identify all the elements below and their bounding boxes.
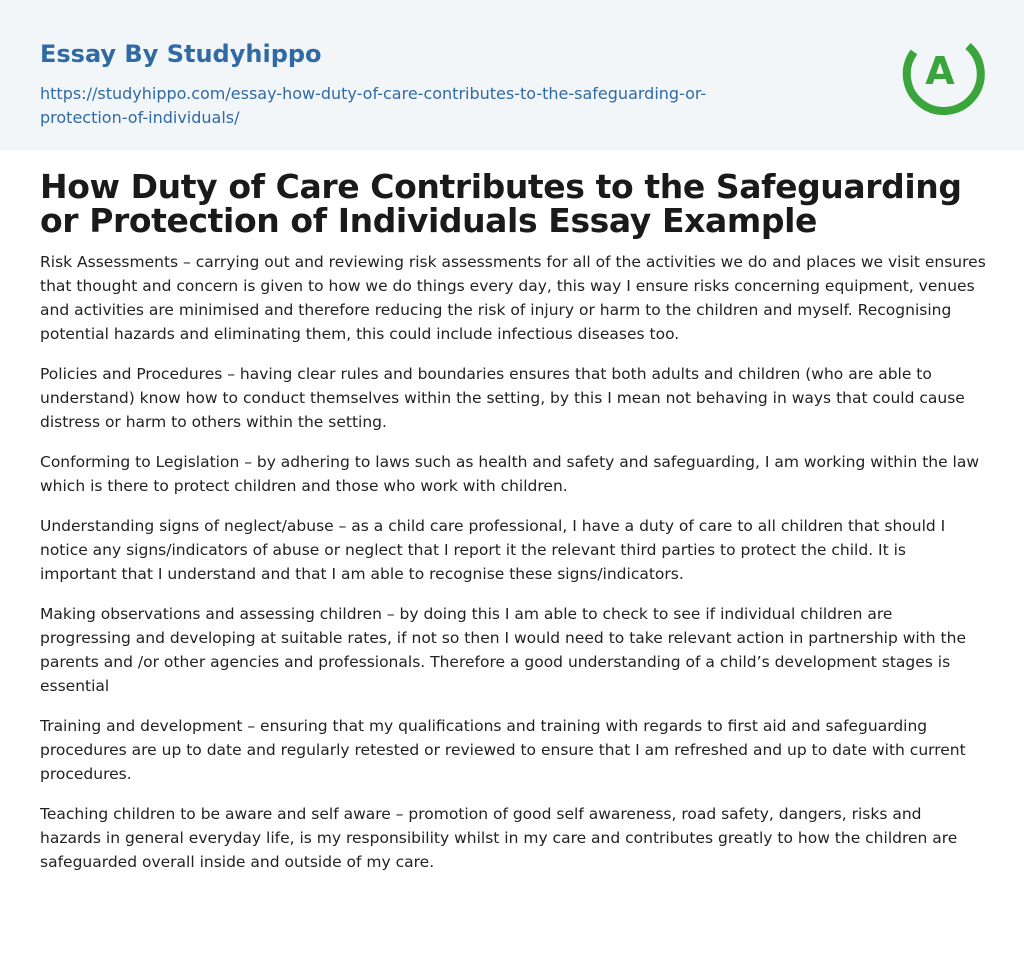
essay-url-link[interactable]: https://studyhippo.com/essay-how-duty-of-care-contributes-to-the-safeguarding-or-protection-of-individuals/ (40, 84, 707, 127)
site-header (0, 0, 1024, 150)
essay-paragraph: Risk Assessments – carrying out and reviewing risk assessments for all of the activities we do and places we visit ensures that thought and concern is given to how we do things every day, this way I ensure risks concerning equipment, venues and activities are minimised and therefore reducing the risk of injury or harm to the children and myself. Recognising potential hazards and eliminating them, this could include infectious diseases too. (40, 253, 986, 343)
essay-paragraph: Making observations and assessing children – by doing this I am able to check to see if individual children are progressing and developing at suitable rates, if not so then I would need to take relevant action in partnership with the parents and /or other agencies and professionals. Therefore a good understanding of a child’s development stages is essential (40, 605, 966, 695)
studyhippo-logo-icon[interactable] (900, 28, 988, 116)
essay-title: How Duty of Care Contributes to the Safeguarding or Protection of Individuals Essay Example (40, 167, 962, 240)
essay-paragraph: Policies and Procedures – having clear rules and boundaries ensures that both adults and children (who are able to understand) know how to conduct themselves within the setting, by this I mean not behaving in ways that could cause distress or harm to others within the setting. (40, 365, 965, 431)
essay-paragraph: Conforming to Legislation – by adhering to laws such as health and safety and safeguarding, I am working within the law which is there to protect children and those who work with children. (40, 453, 980, 495)
logo-letter: A (925, 49, 955, 93)
essay-paragraph: Teaching children to be aware and self aware – promotion of good self awareness, road safety, dangers, risks and hazards in general everyday life, is my responsibility whilst in my care and contributes greatly to how the children are safeguarded overall inside and outside of my care. (40, 805, 958, 871)
essay-paragraph: Understanding signs of neglect/abuse – as a child care professional, I have a duty of care to all children that should I notice any signs/indicators of abuse or neglect that I report it the relevant third parties to protect the child. It is important that I understand and that I am able to recognise these signs/indicators. (40, 517, 946, 583)
site-brand[interactable]: Essay By Studyhippo (40, 40, 322, 68)
essay-paragraph: Training and development – ensuring that my qualifications and training with regards to first aid and safeguarding procedures are up to date and regularly retested or reviewed to ensure that I am refreshed and up to date with current procedures. (40, 717, 966, 783)
essay-content (40, 167, 986, 874)
